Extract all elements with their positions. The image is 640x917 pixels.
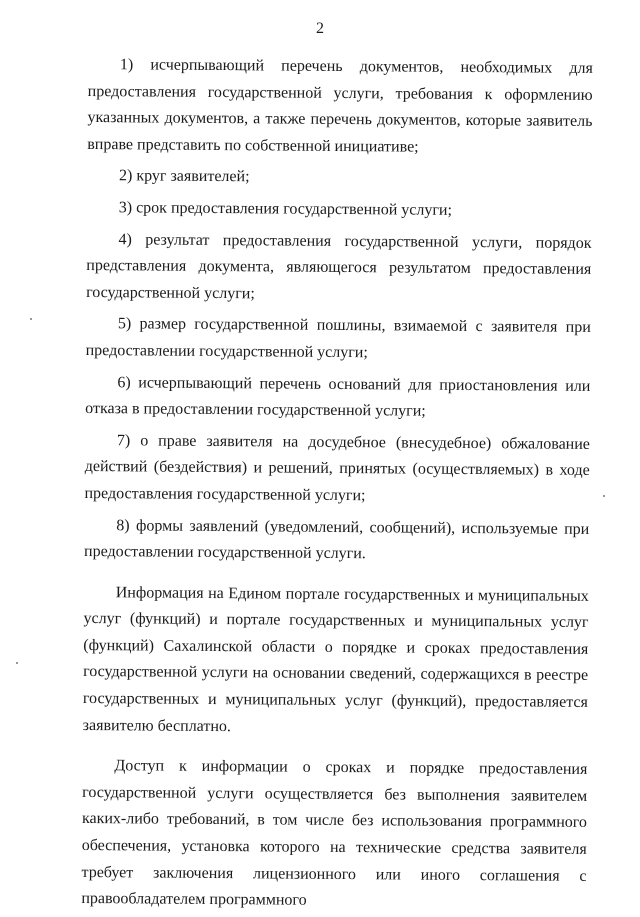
document-body [81, 52, 593, 917]
list-item-2: 2) круг заявителей; [118, 167, 250, 186]
list-item-6: 6) исчерпывающий перечень оснований для приостановления или отказа в предоставлении государственной услуги; [85, 373, 591, 420]
list-item-7: 7) о праве заявителя на досудебное (внесудебное) обжалование действий (бездействия) и решений, принятых (осуществляемых) в ходе предоставления государственной услуги; [84, 431, 591, 505]
list-item-1: 1) исчерпывающий перечень документов, необходимых для предоставления государственной услуги, требования к оформлению указанных документов, а также перечень документов, которые заявитель вправе представить по собственной инициативе; [87, 56, 593, 156]
list-item-5: 5) размер государственной пошлины, взимаемой с заявителя при предоставлении государственной услуги; [85, 315, 591, 362]
list-item-3: 3) срок предоставления государственной услуги; [118, 199, 453, 219]
page-number: 2 [316, 20, 324, 37]
scan-speck [16, 662, 18, 664]
paragraph-info: Информация на Едином портале государственных и муниципальных услуг (функций) и портале государственных и муниципальных услуг (функций) Сахалинской области о порядке и сроках предоставления государственной услуги на основании сведений, содержащихся в реестре государственных и муниципальных услуг (функций), предоставляется заявителю бесплатно. [82, 583, 589, 735]
list-item-8: 8) формы заявлений (уведомлений, сообщений), используемые при предоставлении государственной услуги. [84, 516, 590, 563]
paragraph-access: Доступ к информации о сроках и порядке предоставления государственной услуги осуществляется без выполнения заявителем каких-либо требований, в том числе без использования программного обеспечения, установка которого на технические средства заявителя требует заключения лицензионного или иного соглашения с правообладателем программного [81, 757, 588, 909]
scan-speck [30, 318, 32, 320]
list-item-4: 4) результат предоставления государственной услуги, порядок представления документа, являющегося результатом предоставления государственной услуги; [86, 230, 592, 303]
scan-speck [603, 495, 605, 497]
